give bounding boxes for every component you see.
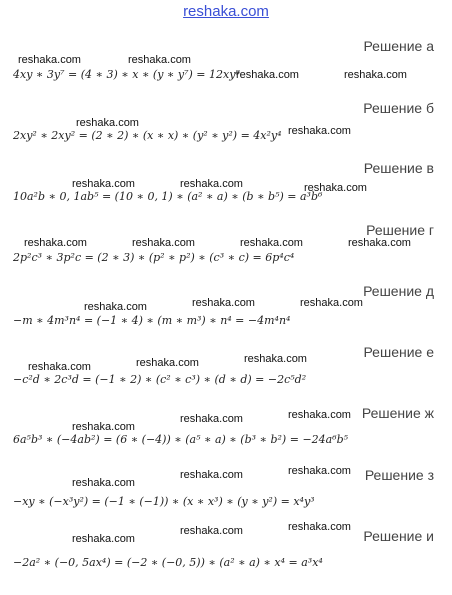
watermark: reshaka.com [348, 237, 411, 249]
heading-g: Решение г [366, 222, 434, 238]
watermark: reshaka.com [180, 413, 243, 425]
watermark: reshaka.com [304, 182, 367, 194]
heading-v: Решение в [363, 160, 434, 176]
watermark: reshaka.com [18, 54, 81, 66]
formula-b: 2xy² ∗ 2xy² = (2 ∗ 2) ∗ (x ∗ x) ∗ (y² ∗ y²) = 4x²y⁴ [13, 129, 282, 142]
watermark: reshaka.com [288, 125, 351, 137]
watermark: reshaka.com [300, 297, 363, 309]
watermark: reshaka.com [236, 69, 299, 81]
watermark: reshaka.com [28, 361, 91, 373]
watermark: reshaka.com [84, 301, 147, 313]
heading-a: Решение а [363, 38, 434, 54]
heading-d: Решение д [363, 283, 434, 299]
watermark: reshaka.com [72, 178, 135, 190]
watermark: reshaka.com [72, 477, 135, 489]
watermark: reshaka.com [180, 469, 243, 481]
heading-i: Решение и [363, 528, 434, 544]
watermark: reshaka.com [24, 237, 87, 249]
formula-a: 4xy ∗ 3y⁷ = (4 ∗ 3) ∗ x ∗ (y ∗ y⁷) = 12xy⁸ [13, 68, 240, 81]
watermark: reshaka.com [180, 178, 243, 190]
site-title-link[interactable]: reshaka.com [183, 3, 269, 20]
watermark: reshaka.com [192, 297, 255, 309]
formula-d: −m ∗ 4m³n⁴ = (−1 ∗ 4) ∗ (m ∗ m³) ∗ n⁴ = −4m⁴n⁴ [13, 314, 291, 327]
heading-b: Решение б [363, 100, 434, 116]
watermark: reshaka.com [128, 54, 191, 66]
formula-z: −xy ∗ (−x³y²) = (−1 ∗ (−1)) ∗ (x ∗ x³) ∗ (y ∗ y²) = x⁴y³ [13, 495, 315, 508]
heading-zh: Решение ж [361, 405, 434, 421]
watermark: reshaka.com [180, 525, 243, 537]
watermark: reshaka.com [344, 69, 407, 81]
formula-e: −c²d ∗ 2c³d = (−1 ∗ 2) ∗ (c² ∗ c³) ∗ (d ∗ d) = −2c⁵d² [13, 373, 307, 386]
watermark: reshaka.com [288, 409, 351, 421]
watermark: reshaka.com [76, 117, 139, 129]
watermark: reshaka.com [288, 465, 351, 477]
watermark: reshaka.com [288, 521, 351, 533]
watermark: reshaka.com [132, 237, 195, 249]
heading-z: Решение з [364, 467, 434, 483]
heading-e: Решение е [363, 344, 434, 360]
watermark: reshaka.com [244, 353, 307, 365]
watermark: reshaka.com [72, 421, 135, 433]
formula-zh: 6a⁵b³ ∗ (−4ab²) = (6 ∗ (−4)) ∗ (a⁵ ∗ a) ∗ (b³ ∗ b²) = −24a⁶b⁵ [13, 433, 349, 446]
watermark: reshaka.com [136, 357, 199, 369]
formula-g: 2p²c³ ∗ 3p²c = (2 ∗ 3) ∗ (p² ∗ p²) ∗ (c³ ∗ c) = 6p⁴c⁴ [13, 251, 295, 264]
formula-v: 10a²b ∗ 0, 1ab⁵ = (10 ∗ 0, 1) ∗ (a² ∗ a) ∗ (b ∗ b⁵) = a³b⁶ [13, 190, 323, 203]
watermark: reshaka.com [240, 237, 303, 249]
watermark: reshaka.com [72, 533, 135, 545]
formula-i: −2a² ∗ (−0, 5ax⁴) = (−2 ∗ (−0, 5)) ∗ (a² ∗ a) ∗ x⁴ = a³x⁴ [13, 556, 323, 569]
